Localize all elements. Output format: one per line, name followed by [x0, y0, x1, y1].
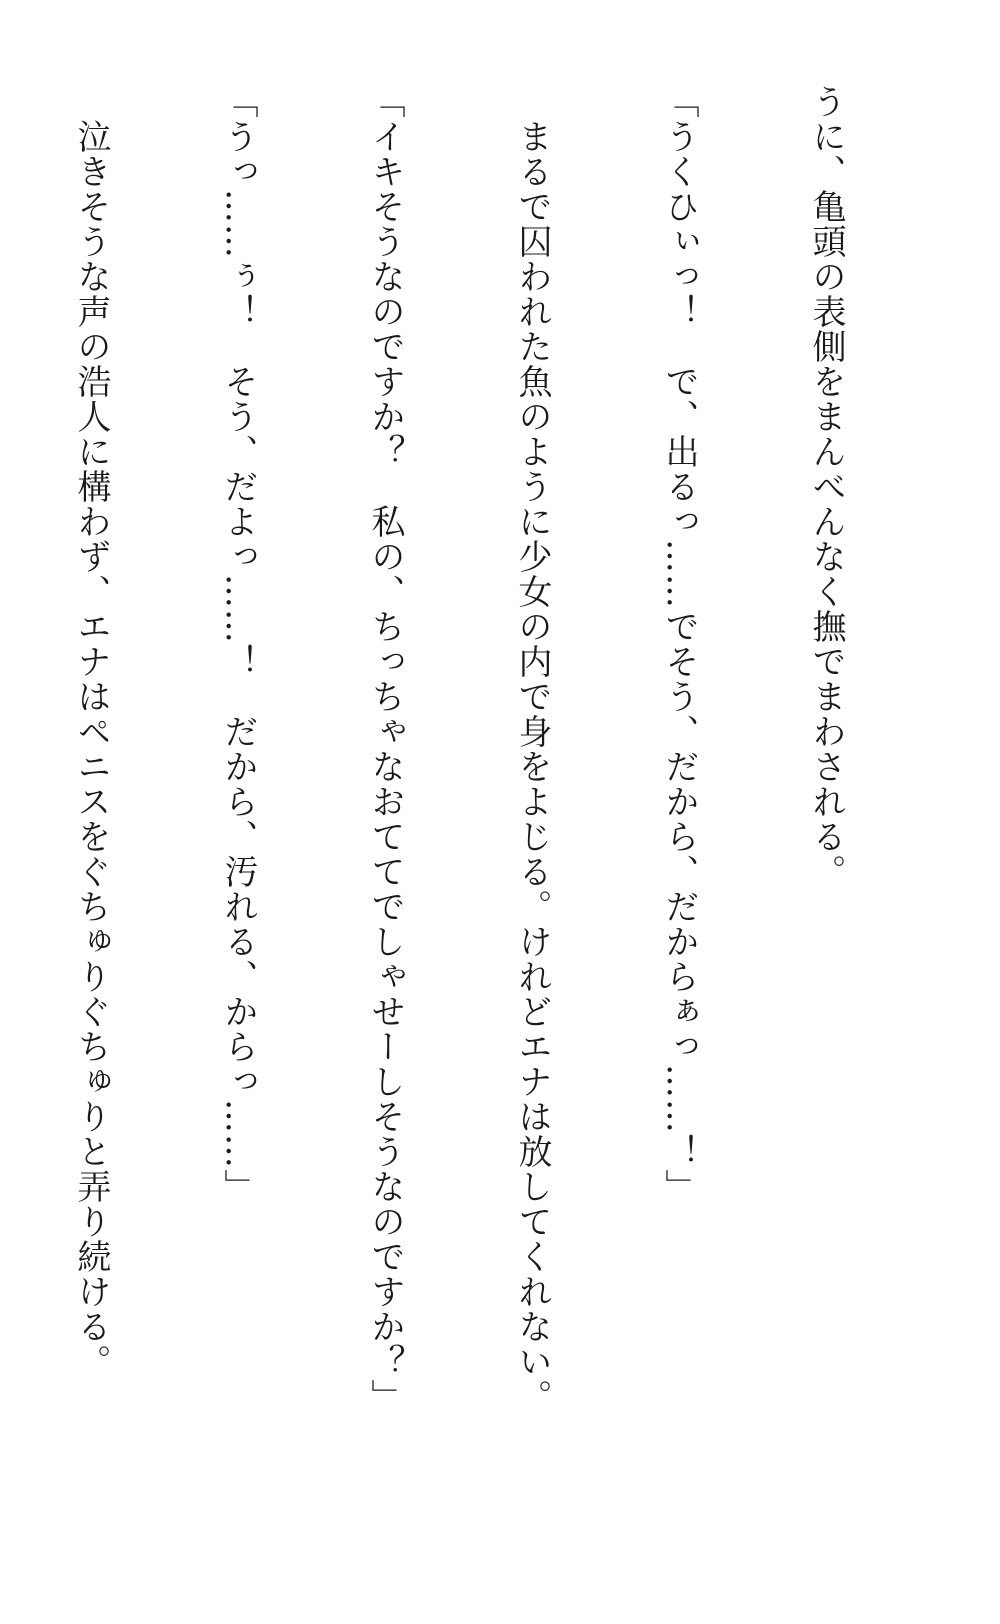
text-line: 「うくひぃっ！ で、出るっ……でそう、だから、だからぁっ……！」	[659, 84, 699, 1204]
text-line: 泣きそうな声の浩人に構わず、エナはペニスをぐちゅりぐちゅりと弄り続ける。	[71, 84, 111, 1379]
text-line: まるで囚われた魚のように少女の内で身をよじる。けれどエナは放してくれない。	[512, 84, 552, 1414]
text-line: うに、亀頭の表側をまんべんなく撫でまわされる。	[806, 84, 846, 889]
text-line: 「イキそうなのですか？ 私の、ちっちゃなおててでしゃせーしそうなのですか？」	[365, 84, 405, 1414]
vertical-text-body	[0, 84, 948, 1414]
text-line: 「うっ……ぅ！ そう、だよっ……！ だから、汚れる、からっ……」	[218, 84, 258, 1204]
